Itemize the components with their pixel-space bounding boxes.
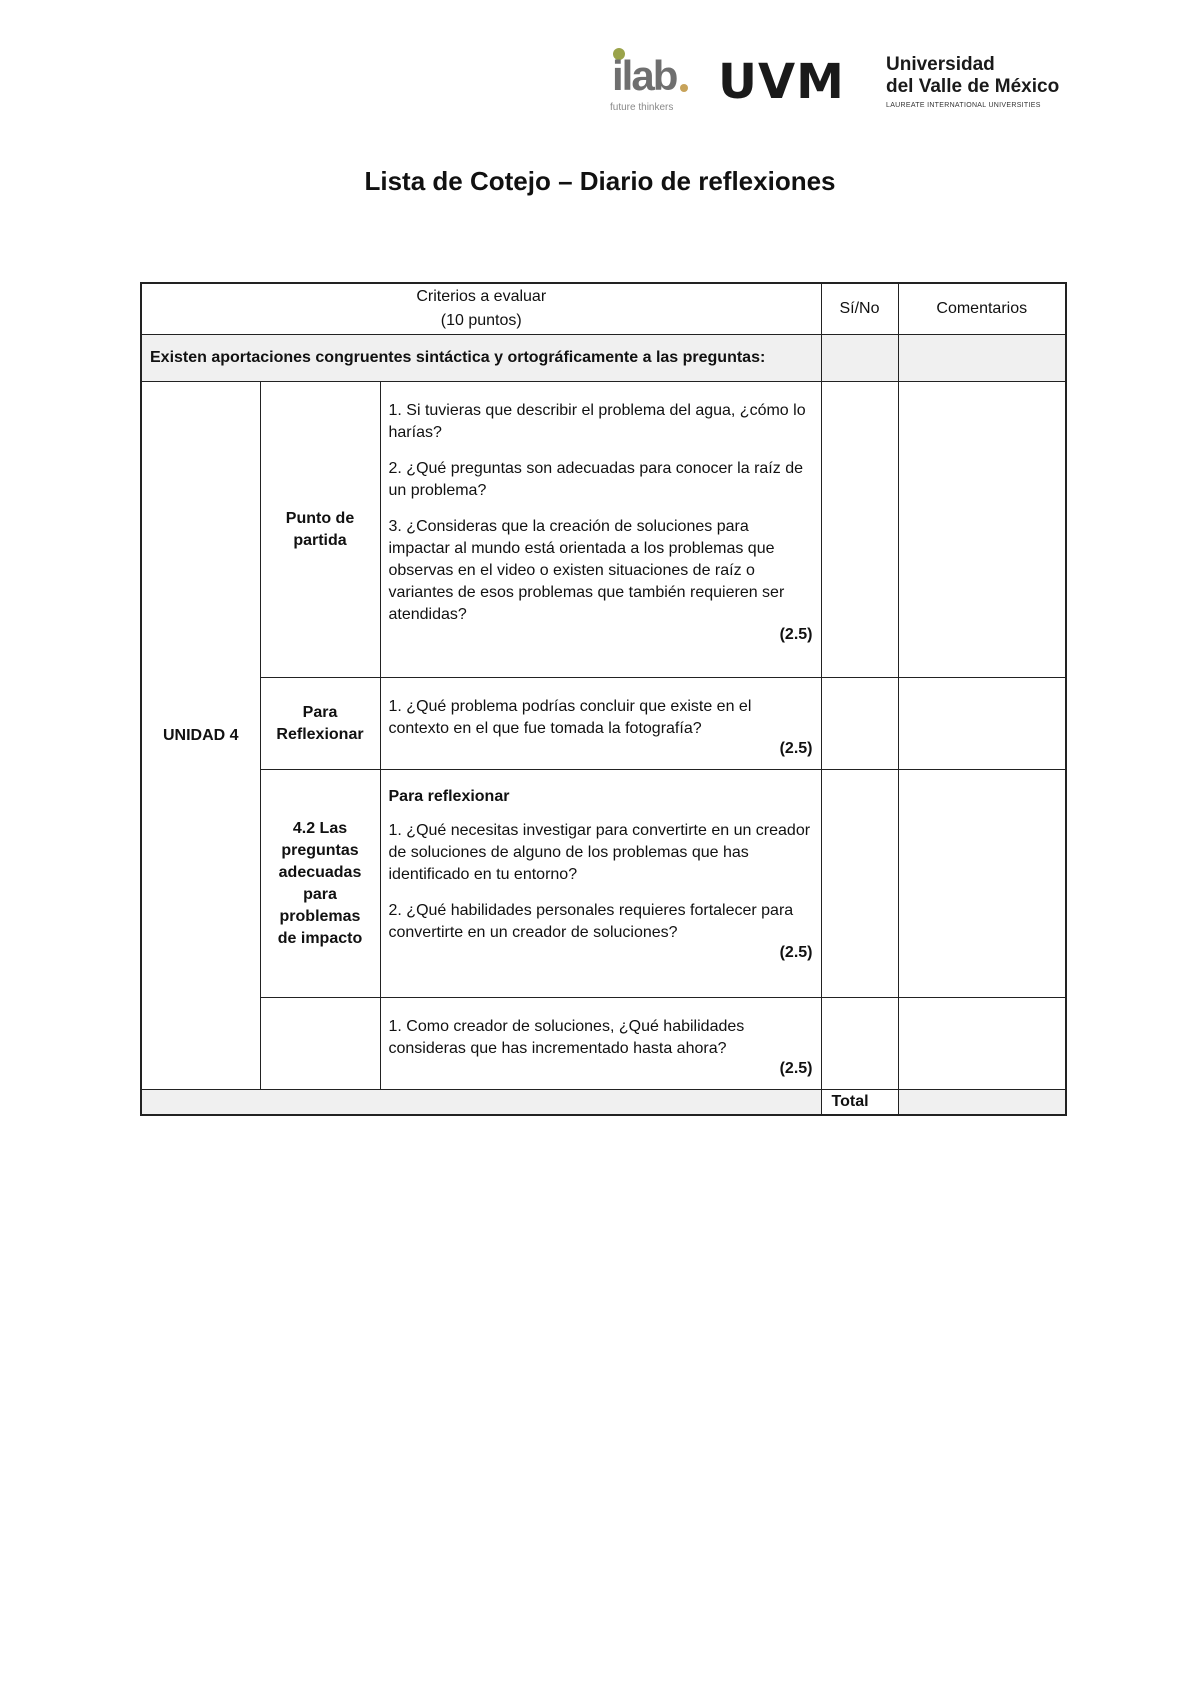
criteria-header: Criterios a evaluar (10 puntos) (141, 283, 821, 335)
intro-text: Existen aportaciones congruentes sintáctica y ortográficamente a las preguntas: (141, 335, 821, 382)
intro-sino-cell (821, 335, 898, 382)
sino-header: Sí/No (821, 283, 898, 335)
checklist-table (140, 282, 1067, 1116)
total-spacer (141, 1090, 821, 1116)
question-text: 1. Si tuvieras que describir el problema del agua, ¿cómo lo harías? (388, 402, 806, 441)
question-text: 2. ¿Qué preguntas son adecuadas para conocer la raíz de un problema? (388, 460, 803, 499)
table-row (141, 998, 1066, 1090)
comments-cell[interactable] (898, 770, 1066, 998)
section-subtitle: Para reflexionar (388, 788, 510, 805)
section-title: Punto de partida (260, 382, 380, 678)
comments-cell[interactable] (898, 678, 1066, 770)
table-header-row (141, 283, 1066, 335)
total-value-cell[interactable] (898, 1090, 1066, 1116)
sino-cell[interactable] (821, 678, 898, 770)
sino-cell[interactable] (821, 382, 898, 678)
header-logos (608, 46, 1068, 118)
table-row (141, 770, 1066, 998)
question-text: 3. ¿Consideras que la creación de soluciones para impactar al mundo está orientada a los problemas que observas en el video o existen situaciones de raíz o variantes de esos problemas que también requieren ser atendidas? (388, 518, 785, 623)
questions-cell (380, 382, 821, 678)
intro-row (141, 335, 1066, 382)
comments-cell[interactable] (898, 998, 1066, 1090)
question-text: 1. Como creador de soluciones, ¿Qué habilidades consideras que has incrementado hasta ahora? (388, 1018, 745, 1057)
questions-cell (380, 998, 821, 1090)
questions-cell (380, 678, 821, 770)
points-label: (2.5) (779, 1060, 813, 1077)
sino-cell[interactable] (821, 998, 898, 1090)
points-label: (2.5) (779, 740, 813, 757)
question-text: 1. ¿Qué problema podrías concluir que existe en el contexto en el que fue tomada la fotografía? (388, 698, 752, 737)
university-logo: Universidad del Valle de México LAUREATE INTERNATIONAL UNIVERSITIES (886, 54, 1060, 109)
total-label: Total (821, 1090, 898, 1116)
points-label: (2.5) (779, 944, 813, 961)
sino-cell[interactable] (821, 770, 898, 998)
uvm-logo: UVM (718, 54, 845, 110)
comments-header: Comentarios (898, 283, 1066, 335)
total-row (141, 1090, 1066, 1116)
ilab-period-icon (680, 84, 688, 92)
question-text: 1. ¿Qué necesitas investigar para convertirte en un creador de soluciones de alguno de los problemas que has identificado en tu entorno? (388, 822, 811, 883)
table-row (141, 678, 1066, 770)
questions-cell (380, 770, 821, 998)
points-label: (2.5) (779, 626, 813, 643)
unit-label: UNIDAD 4 (141, 382, 260, 1090)
question-text: 2. ¿Qué habilidades personales requieres fortalecer para convertirte en un creador de soluciones? (388, 902, 794, 941)
section-title (260, 998, 380, 1090)
ilab-logo: ilab future thinkers (608, 46, 692, 118)
intro-comments-cell (898, 335, 1066, 382)
section-title: Para Reflexionar (260, 678, 380, 770)
section-title: 4.2 Las preguntas adecuadas para problemas de impacto (260, 770, 380, 998)
table-row (141, 382, 1066, 678)
page-title: Lista de Cotejo – Diario de reflexiones (364, 166, 836, 196)
comments-cell[interactable] (898, 382, 1066, 678)
